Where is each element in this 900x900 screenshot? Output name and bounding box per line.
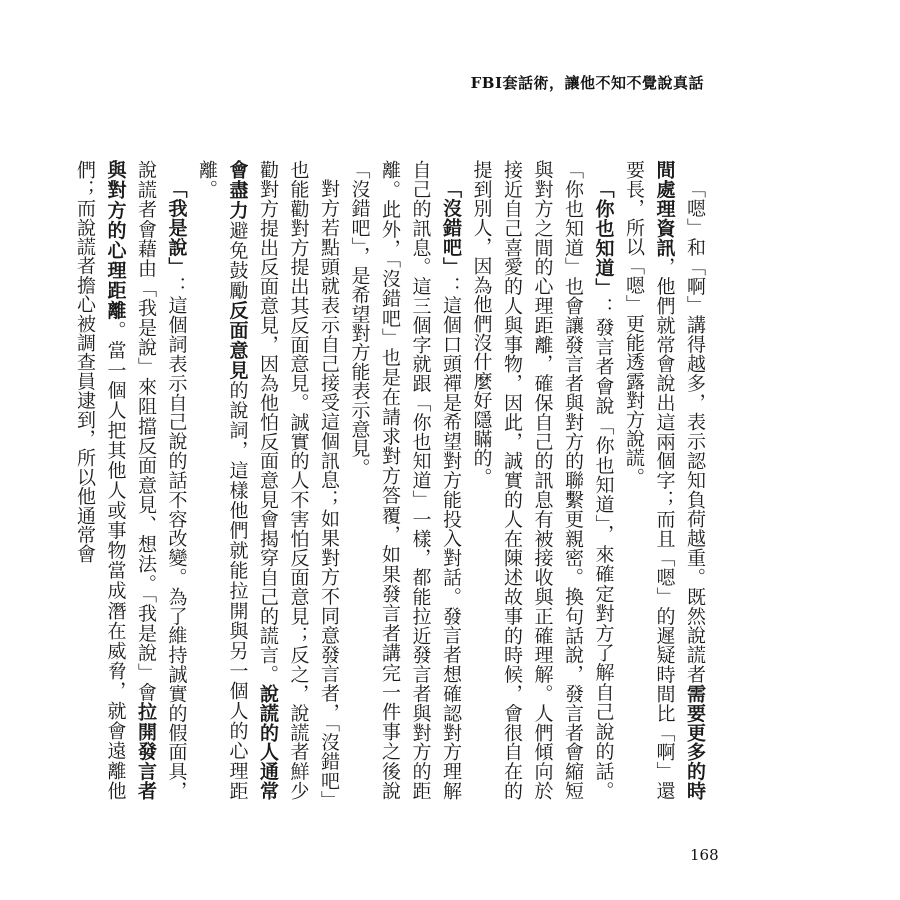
paragraph-2 — [466, 160, 619, 800]
term-heading: 「沒錯吧」 — [440, 179, 462, 277]
text-segment: 的說詞，這樣他們就能拉開與另一個人的心理距離。 — [196, 160, 249, 800]
page-number: 168 — [690, 846, 719, 864]
term-heading: 「你也知道」 — [592, 179, 615, 298]
text-segment: 對方若點頭就表示自己接受這個訊息；如果對方不同意發言者，「沒錯吧」也能勸對方提出其反面意見。誠實的人不害怕反面意見；反之，說謊者鮮少勸對方提出反面意見，因為他怕反面意見會揭穿自己的謊言。 — [257, 160, 340, 800]
paragraph-4 — [192, 160, 345, 800]
text-segment: 「嗯」和「啊」講得越多，表示認知負荷越重。既然說謊者 — [684, 179, 706, 684]
text-segment: 。當一個人把其他人或事物當成潛在威脅，就會遠離他們；而說謊者擔心被調查員逮到，所以他通常會 — [74, 160, 127, 800]
text-segment: ，他們就常會說出這兩個字；而且「嗯」的遲疑時間比「啊」還要長，所以「嗯」更能透露對方說謊。 — [623, 160, 676, 800]
emphasis-text: 反面意見 — [226, 300, 249, 381]
paragraph-3 — [344, 160, 466, 800]
paragraph-1 — [619, 160, 711, 800]
term-heading: 「我是說」 — [165, 179, 188, 277]
running-header: FBI套話術，讓他不知不覺說真話 — [470, 74, 704, 92]
paragraph-5 — [70, 160, 192, 800]
body-text — [74, 160, 710, 801]
emphasis-text: 說謊的人通常會盡力 — [226, 160, 279, 800]
emphasis-text: 需要更多的時間處理資訊 — [653, 160, 706, 800]
text-segment: ：這個口頭禪是希望對方能投入對話。發言者想確認對方理解自己的訊息。這三個字就跟「你也知道」一樣，都能拉近發言者與對方的距離。此外，「沒錯吧」也是在請求對方答覆，如果發言者講完一件事之後說「沒錯吧」，是希望對方能表示意見。 — [348, 160, 462, 801]
text-segment: ：發言者會說「你也知道」，來確定對方了解自己說的話。「你也知道」也會讓發言者與對方的聯繫更親密。換句話說，發言者會縮短與對方之間的心理距離，確保自己的訊息有被接收與正確理解。人們傾向於接近自己喜愛的人與事物，因此，誠實的人在陳述故事的時候，會很自在的提到別人，因為他們沒什麼好隱瞞的。 — [470, 160, 615, 801]
text-segment: 避免鼓勵 — [226, 220, 249, 301]
text-segment: ：這個詞表示自己說的話不容改變。為了維持誠實的假面具，說謊者會藉由「我是說」來阻擋反面意見、想法。「我是說」會 — [135, 160, 188, 801]
emphasis-text: 拉開發言者與對方的心理距離 — [104, 160, 157, 801]
